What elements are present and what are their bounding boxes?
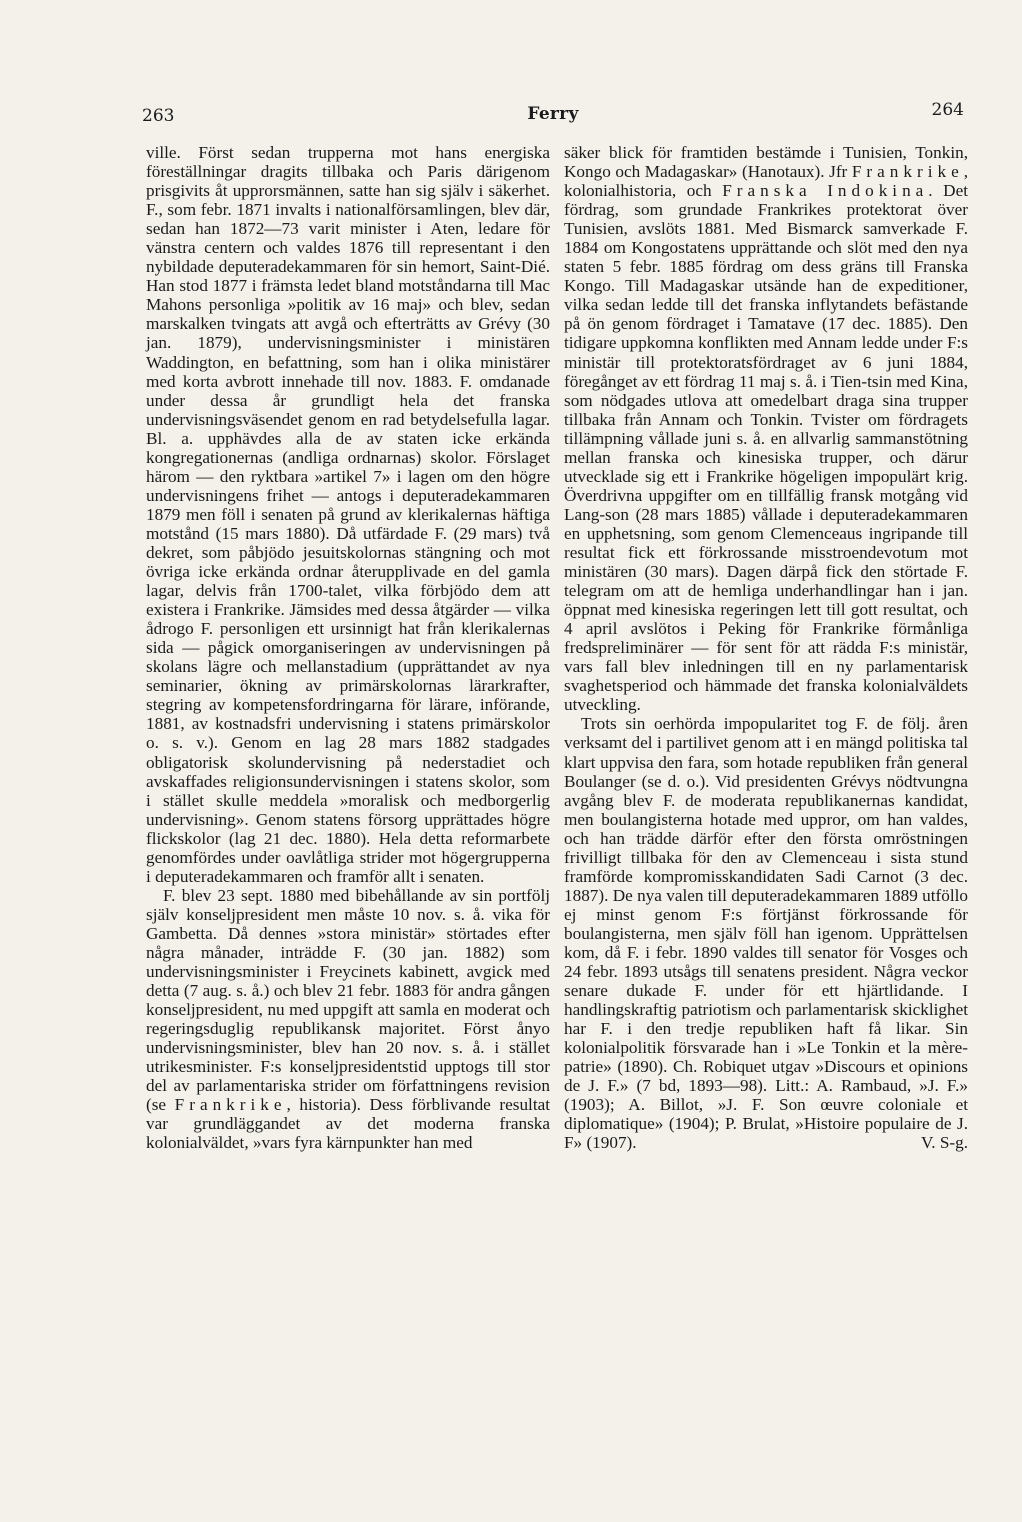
page-header bbox=[142, 100, 964, 130]
cross-reference: Frankrike bbox=[174, 1095, 287, 1115]
text-run: . Det fördrag, som grundade Frankrikes protektorat över Tunisien, avslöts 1881. Med Bismarck samverkade F. 1884 om Kongostatens upprättande och slöt med den nya staten 5 febr. 1885 fördrag om dess gräns till Franska Kongo. Till Madagaskar utsände han de expeditioner, vilka sedan ledde till det franska inflytandets befästande på ön genom fördraget i Tamatave (17 dec. 1885). Den tidigare uppkomna konflikten med Annam ledde under F:s ministär till protektoratsfördraget av 6 juni 1884, föregånget av ett fördrag 11 maj s. å. i Tien-tsin med Kina, som nödgades utlova att omedelbart draga sina trupper tillbaka från Annam och Tonkin. Tvister om fördragets tillämpning vållade juni s. å. en allvarlig sammanstötning mellan franska och kinesiska trupper, och därur utvecklade sig ett i Frankrike högeligen impopulärt krig. Överdrivna uppgifter om en tillfällig fransk motgång vid Lang-son (28 mars 1885) vållade i deputeradekammaren en upphetsning, som genom Clemenceaus ingripande till resultat fick ett förkrossande misstroendevotum mot ministären (30 mars). Dagen därpå fick den störtade F. telegram om att de hemliga underhandlingar han i jan. öppnat med kinesiska regeringen lett till gott resultat, och 4 april avslötos i Peking för Frankrike förmånliga fredspreliminärer — för sent för att rädda F:s ministär, vars fall blev inledningen till en ny parlamentarisk svaghetsperiod och hämmade det franska kolonialväldets utveckling. bbox=[564, 181, 968, 715]
text-run: , kolonialhistoria, och bbox=[564, 162, 968, 201]
left-column bbox=[146, 143, 550, 1152]
author-signature: V. S-g. bbox=[921, 1133, 968, 1153]
text-run: Trots sin oerhörda impopularitet tog F. de följ. åren verksamt del i partilivet genom att i en mängd politiska tal klart uppvisa den fara, som hotade republiken från general Boulanger (se d. o.). Vid presidenten Grévys nödtvungna avgång blev F. de moderata republikanernas kandidat, men boulangisterna hotade med uppror, om han valdes, och han trädde därför efter den första omröstningen frivilligt tillbaka för den av Clemenceau i sista stund framförde kompromisskandidaten Sadi Carnot (3 dec. 1887). De nya valen till deputeradekammaren 1889 utföllo ej minst genom F:s förtjänst förkrossande för boulangisterna, men själv föll han igenom. Upprättelsen kom, då F. i febr. 1890 valdes till senator för Vosges och 24 febr. 1893 utsågs till senatens president. Några veckor senare dukade F. under för ett hjärtlidande. I handlingskraftig patriotism och parlamentarisk skicklighet har F. i den tredje republiken haft få likar. Sin kolonialpolitik försvarade han i »Le Tonkin et la mère-patrie» (1890). Ch. Robiquet utgav »Discours et opinions de J. F.» (7 bd, 1893—98). Litt.: A. Rambaud, »J. F.» (1903); A. Billot, »J. F. Son œuvre coloniale et diplomatique» (1904); P. Brulat, »Histoire populaire de J. F» (1907). bbox=[564, 714, 968, 1153]
cross-reference: Franska Indokina bbox=[722, 181, 929, 201]
right-column bbox=[564, 143, 968, 1152]
paragraph: ville. Först sedan trupperna mot hans energiska föreställningar dragits tillbaka och Paris därigenom prisgivits åt upprorsmännen, satte han sig själv i säkerhet. F., som febr. 1871 invalts i nationalförsamlingen, blev där, sedan han 1872—73 varit minister i Aten, ledare för vänstra centern och valdes 1876 till representant i den nybildade deputeradekammaren för sin hemort, Saint-Dié. Han stod 1877 i främsta ledet bland motståndarna till Mac Mahons personliga »politik av 16 maj» och blev, sedan marskalken tvingats att avgå och efterträtts av Grévy (30 jan. 1879), undervisningsminister i ministären Waddington, en befattning, som han i olika ministärer med korta avbrott innehade till nov. 1883. F. omdanade under dessa år grundligt hela det franska undervisningsväsendet genom en rad betydelsefulla lagar. Bl. a. upphävdes alla de av staten icke erkända kongregationernas (andliga ordnarnas) skolor. Förslaget härom — den ryktbara »artikel 7» i lagen om den högre undervisningens frihet — antogs i deputeradekammaren 1879 men föll i senaten på grund av klerikalernas häftiga motstånd (15 mars 1880). Då utfärdade F. (29 mars) två dekret, som påbjödo jesuitskolornas stängning och mot övriga icke erkända ordnar återupplivade en del gamla lagar, delvis från 1700-talet, vilka förbjödo dem att existera i Frankrike. Jämsides med dessa åtgärder — vilka ådrogo F. personligen ett ursinnigt hat från klerikalernas sida — pågick omorganiseringen av undervisningen på skolans lägre och mellanstadium (upprättandet av nya seminarier, ökning av primärskolornas lärarkrafter, stegring av kompetensfordringarna för lärare, införande, 1881, av kostnadsfri undervisning i statens primärskolor o. s. v.). Genom en lag 28 mars 1882 stadgades obligatorisk skolundervisning på nederstadiet och avskaffades religionsundervisningen i statens skolor, som i stället skulle meddela »moralisk och medborgerlig undervisning». Genom statens försorg upprättades högre flickskolor (lag 21 dec. 1880). Hela detta reformarbete genomfördes under oavlåtliga strider mot högergrupperna i deputeradekammaren och framför allt i senaten. bbox=[146, 143, 550, 886]
text-run: säker blick för framtiden bestämde i Tunisien, Tonkin, Kongo och Madagaskar» (Hanotaux). Jfr bbox=[564, 143, 968, 182]
paragraph bbox=[564, 143, 968, 714]
text-run: , historia). Dess förblivande resultat var grundläggandet av det moderna franska kolonialväldet, »vars fyra kärnpunkter han med bbox=[146, 1095, 550, 1153]
paragraph bbox=[146, 886, 550, 1153]
page-number-right: 264 bbox=[931, 100, 964, 120]
text-run: F. blev 23 sept. 1880 med bibehållande av sin portfölj själv konseljpresident men måste 10 nov. s. å. vika för Gambetta. Då dennes »stora ministär» störtades efter några månader, inträdde F. (30 jan. 1882) som undervisningsminister i Freycinets kabinett, avgick med detta (7 aug. s. å.) och blev 21 febr. 1883 för andra gången konseljpresident, nu med uppgift att samla en moderat och regeringsduglig republikansk majoritet. Först ånyo undervisningsminister, blev han 20 nov. s. å. i stället utrikesminister. F:s konseljpresidentstid upptogs till stor del av parlamentariska strider om författningens revision (se bbox=[146, 885, 550, 1115]
cross-reference: Frankrike bbox=[851, 162, 964, 182]
page-number-left: 263 bbox=[142, 106, 175, 126]
running-title: Ferry bbox=[527, 104, 579, 124]
paragraph bbox=[564, 714, 968, 1152]
